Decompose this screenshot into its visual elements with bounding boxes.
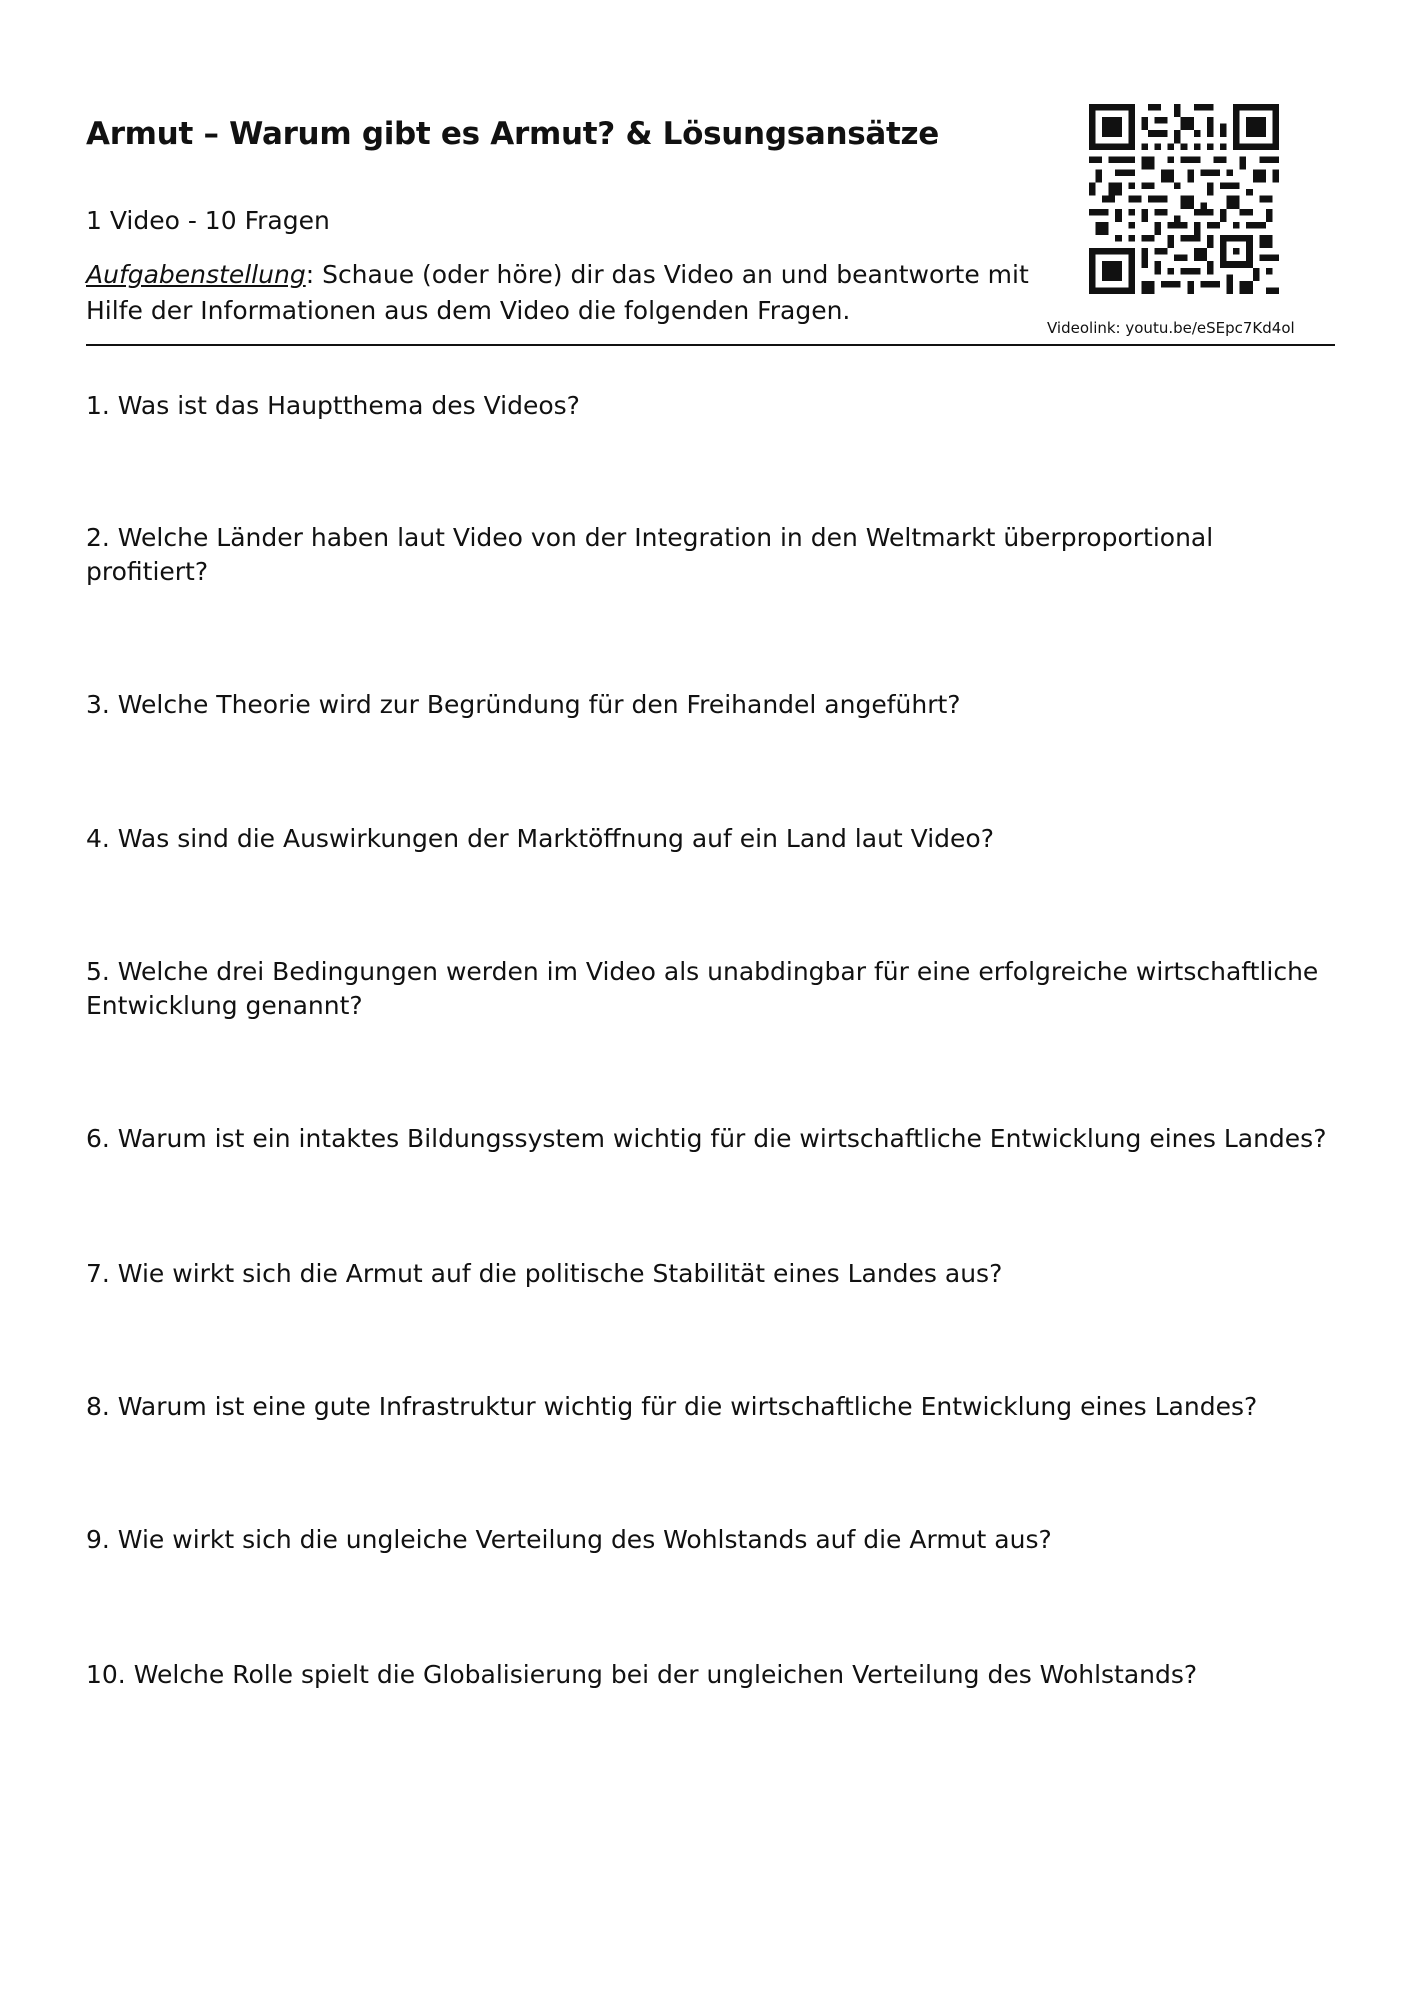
qr-code-icon[interactable] xyxy=(1089,104,1279,294)
task-instructions xyxy=(86,257,1046,329)
question-5: 5. Welche drei Bedingungen werden im Video als unabdingbar für eine erfolgreiche wirtschaftliche Entwicklung genannt? xyxy=(86,957,1319,1020)
question-4: 4. Was sind die Auswirkungen der Marktöffnung auf ein Land laut Video? xyxy=(86,824,994,853)
question-6: 6. Warum ist ein intaktes Bildungssystem wichtig für die wirtschaftliche Entwicklung eines Landes? xyxy=(86,1124,1327,1153)
worksheet-title: Armut – Warum gibt es Armut? & Lösungsansätze xyxy=(86,116,940,152)
task-label: Aufgabenstellung xyxy=(86,260,306,289)
question-7: 7. Wie wirkt sich die Armut auf die politische Stabilität eines Landes aus? xyxy=(86,1259,1003,1288)
question-2: 2. Welche Länder haben laut Video von der Integration in den Weltmarkt überproportional profitiert? xyxy=(86,523,1214,586)
task-text: : Schaue (oder höre) dir das Video an und beantworte mit Hilfe der Informationen aus dem Video die folgenden Fragen. xyxy=(86,260,1029,325)
question-1: 1. Was ist das Hauptthema des Videos? xyxy=(86,391,580,420)
question-10: 10. Welche Rolle spielt die Globalisierung bei der ungleichen Verteilung des Wohlstands? xyxy=(86,1660,1198,1689)
worksheet-subtitle: 1 Video - 10 Fragen xyxy=(86,206,330,235)
question-3: 3. Welche Theorie wird zur Begründung für den Freihandel angeführt? xyxy=(86,690,961,719)
video-link[interactable]: Videolink: youtu.be/eSEpc7Kd4ol xyxy=(1047,319,1295,337)
question-8: 8. Warum ist eine gute Infrastruktur wichtig für die wirtschaftliche Entwicklung eines Landes? xyxy=(86,1392,1258,1421)
header-divider xyxy=(86,344,1335,346)
question-9: 9. Wie wirkt sich die ungleiche Verteilung des Wohlstands auf die Armut aus? xyxy=(86,1525,1052,1554)
